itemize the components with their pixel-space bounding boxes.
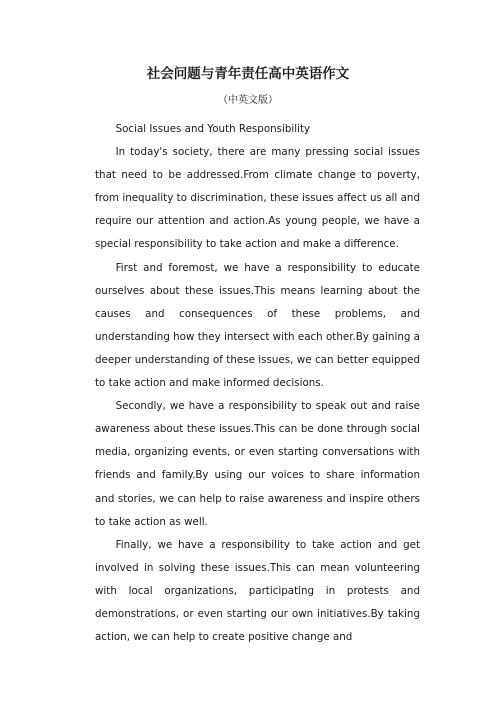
essay-heading: Social Issues and Youth Responsibility	[115, 123, 311, 135]
paragraph-final: Finally, we have a responsibility to take action and get involved in solving these issues.This can mean volunteering with local organizations, participating in protests and demonstrations, or even starting our own initiatives.By taking action, we can help to create positive change and	[95, 538, 420, 644]
paragraph-second: Secondly, we have a responsibility to speak out and raise awareness about these issues.This can be done through social media, organizing events, or even starting conversations with friends and family.By using our voices to share information and stories, we can help to raise awareness and inspire others to take action as well.	[95, 400, 420, 528]
document-subtitle: （中英文版）	[218, 95, 278, 106]
paragraph-intro: In today's society, there are many pressing social issues that need to be addressed.From climate change to poverty, from inequality to discrimination, these issues affect us all and require our attention and action.As young people, we have a special responsibility to take action and make a difference.	[95, 146, 420, 251]
document-title: 社会问题与青年责任高中英语作文	[146, 66, 350, 82]
document-body	[95, 118, 420, 649]
paragraph-first: First and foremost, we have a responsibility to educate ourselves about these issues.This means learning about the causes and consequences of these problems, and understanding how they intersect with each other.By gaining a deeper understanding of these issues, we can better equipped to take action and make informed decisions.	[95, 261, 420, 390]
